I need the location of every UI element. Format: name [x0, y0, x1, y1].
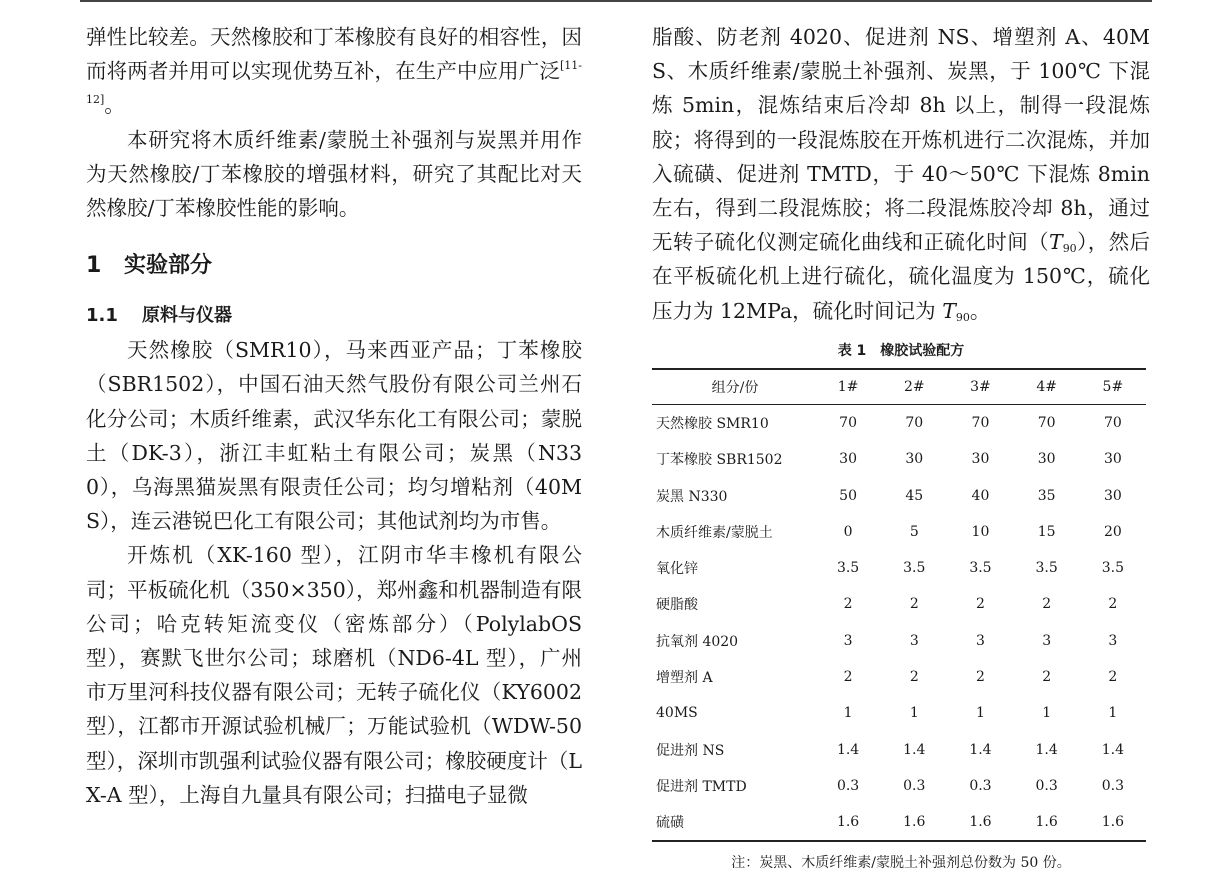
table-row	[652, 768, 1146, 804]
subsection-title: 原料与仪器	[142, 305, 232, 327]
table-cell: 2	[1042, 596, 1052, 613]
left-column	[86, 20, 582, 812]
table-cell: 3.5	[903, 560, 926, 577]
table-header-cell: 1#	[815, 369, 881, 405]
table-cell: 2	[1042, 669, 1052, 686]
table-row-label: 促进剂 TMTD	[656, 778, 747, 795]
table-cell: 1	[1108, 705, 1118, 722]
paragraph-text: 。	[104, 93, 125, 118]
table-row	[652, 477, 1146, 513]
table-header-cell: 5#	[1080, 369, 1146, 405]
top-rule	[80, 0, 1152, 2]
table-header-row	[652, 369, 1146, 405]
table-cell: 3.5	[836, 560, 860, 577]
table-cell: 3.5	[1035, 560, 1058, 577]
table-row	[652, 695, 1146, 731]
table-row-label: 硫磺	[652, 804, 815, 841]
table-cell: 0	[843, 523, 853, 540]
table-cell: 1	[976, 705, 985, 722]
table-row	[652, 550, 1146, 586]
math-symbol: T	[1049, 230, 1063, 255]
section-number: 1	[86, 253, 102, 279]
math-symbol: T	[942, 298, 956, 323]
table-row-label: 天然橡胶 SMR10	[656, 415, 769, 432]
table-cell: 3.5	[969, 560, 992, 577]
table-row-label: 氧化锌	[656, 561, 698, 578]
table-cell: 1.6	[947, 804, 1013, 841]
table-cell: 3	[909, 632, 919, 649]
table-cell: 1.4	[1035, 741, 1058, 758]
table-cell: 1.4	[1101, 741, 1124, 758]
table-row-label: 抗氧剂 4020	[656, 633, 739, 650]
paragraph-text: 弹性比较差。天然橡胶和丁苯橡胶有良好的相容性，因而将两者并用可以实现优势互补，在生产中应用广泛	[86, 25, 582, 84]
table-row	[652, 404, 1146, 441]
table-title: 表 1 橡胶试验配方	[837, 342, 965, 359]
table-row	[652, 732, 1146, 768]
table-header-cell: 4#	[1014, 369, 1080, 405]
table-cell: 70	[1037, 414, 1056, 431]
table-cell: 20	[1103, 523, 1122, 540]
table-cell: 70	[839, 414, 857, 431]
table-row	[652, 659, 1146, 695]
table-cell: 30	[1103, 451, 1122, 468]
citation-ref: [11-12]	[86, 59, 582, 107]
table-row-label: 硬脂酸	[656, 597, 698, 614]
table-cell: 2	[843, 669, 853, 686]
table-cell: 0.3	[969, 777, 992, 794]
table-header-cell: 3#	[947, 369, 1013, 405]
paragraph-procedure	[652, 20, 1150, 328]
table-row	[652, 586, 1146, 622]
paragraph-text: 脂酸、防老剂 4020、促进剂 NS、增塑剂 A、40MS、木质纤维素/蒙脱土补强剂、炭黑，于 100℃ 下混炼 5min，混炼结束后冷却 8h 以上，制得一段混炼胶；将得到的一段混炼胶在开炼机进行二次混炼，并加入硫磺、促进剂 TMTD，于 40～50℃ 下混炼 8min 左右，得到二段混炼胶；将二段混炼胶冷却 8h，通过无转子硫化仪测定硫化曲线和正硫化时间（	[652, 25, 1150, 255]
table-cell: 1.6	[881, 804, 947, 841]
table-cell: 70	[905, 414, 924, 431]
table-cell: 1.4	[903, 741, 926, 758]
subsection-number: 1.1	[86, 305, 118, 327]
table-cell: 2	[1108, 596, 1118, 613]
table-cell: 0.3	[836, 777, 860, 794]
table-cell: 3.5	[1101, 560, 1124, 577]
section-title: 实验部分	[124, 253, 213, 279]
paragraph-materials: 天然橡胶（SMR10），马来西亚产品；丁苯橡胶（SBR1502），中国石油天然气股份有限公司兰州石化分公司；木质纤维素，武汉华东化工有限公司；蒙脱土（DK-3），浙江丰虹粘土有限公司；炭黑（N330），乌海黑猫炭黑有限责任公司；均匀增粘剂（40MS），连云港锐巴化工有限公司；其他试剂均为市售。	[86, 338, 582, 534]
table-cell: 2	[976, 669, 985, 686]
table-cell: 1.6	[1080, 804, 1146, 841]
table-cell: 15	[1037, 523, 1056, 540]
table-row	[652, 623, 1146, 659]
table-cell: 2	[843, 596, 853, 613]
table-cell: 2	[1108, 669, 1118, 686]
math-subscript: 90	[1062, 242, 1077, 256]
paragraph-study-aim: 本研究将木质纤维素/蒙脱土补强剂与炭黑并用作为天然橡胶/丁苯橡胶的增强材料，研究了其配比对天然橡胶/丁苯橡胶性能的影响。	[86, 127, 582, 221]
table-cell: 2	[909, 669, 919, 686]
table-cell: 10	[971, 523, 990, 540]
recipe-table	[652, 368, 1146, 843]
paragraph-instruments: 开炼机（XK-160 型），江阴市华丰橡机有限公司；平板硫化机（350×350），郑州鑫和机器制造有限公司；哈克转矩流变仪（密炼部分）（PolylabOS 型），赛默飞世尔公司；球磨机（ND6-4L 型），广州市万里河科技仪器有限公司；无转子硫化仪（KY6002 型），江都市开源试验机械厂；万能试验机（WDW-50 型），深圳市凯强利试验仪器有限公司；橡胶硬度计（LX-A 型），上海自九量具有限公司；扫描电子显微	[86, 543, 582, 807]
right-column	[652, 20, 1150, 872]
table-cell: 3	[1042, 632, 1052, 649]
table-row-label: 丁苯橡胶 SBR1502	[656, 452, 783, 469]
subsection-heading	[86, 299, 582, 333]
table-row	[652, 514, 1146, 550]
table-cell: 30	[839, 451, 857, 468]
table-cell: 70	[971, 414, 990, 431]
table-cell: 3	[843, 632, 853, 649]
table-row	[652, 804, 1146, 841]
table-cell: 1.4	[836, 741, 860, 758]
table-cell: 1	[1042, 705, 1052, 722]
table-row	[652, 441, 1146, 477]
paragraph-text: 。	[969, 298, 991, 323]
table-cell: 30	[1037, 451, 1056, 468]
table-cell: 40	[971, 487, 990, 504]
table-cell: 0.3	[1035, 777, 1058, 794]
table-cell: 30	[971, 451, 990, 468]
table-cell: 1	[843, 705, 853, 722]
table-row-label: 炭黑 N330	[656, 488, 728, 505]
table-cell: 2	[909, 596, 919, 613]
table-cell: 30	[905, 451, 924, 468]
table-cell: 0.3	[1101, 777, 1124, 794]
table-cell: 1.6	[815, 804, 881, 841]
paragraph-intro-end	[86, 20, 582, 123]
table-cell: 3	[1108, 632, 1118, 649]
table-header-cell: 组分/份	[652, 369, 815, 405]
table-note: 注：炭黑、木质纤维素/蒙脱土补强剂总份数为 50 份。	[731, 855, 1071, 872]
table-header-cell: 2#	[881, 369, 947, 405]
table-cell: 50	[839, 487, 857, 504]
table-row-label: 促进剂 NS	[656, 742, 725, 759]
table-cell: 5	[909, 523, 919, 540]
table-cell: 2	[976, 596, 985, 613]
math-subscript: 90	[955, 310, 970, 324]
table-cell: 30	[1103, 487, 1122, 504]
table-row-label: 40MS	[656, 705, 698, 722]
table-cell: 45	[905, 487, 924, 504]
table-row-label: 木质纤维素/蒙脱土	[656, 524, 773, 541]
table-cell: 3	[976, 632, 985, 649]
table-cell: 70	[1103, 414, 1122, 431]
paragraph-text: ），然后在平板硫化机上进行硫化，硫化温度为 150℃，硫化压力为 12MPa，硫化时间记为	[652, 230, 1151, 323]
table-body	[652, 404, 1146, 841]
section-heading	[86, 251, 582, 281]
table-cell: 35	[1037, 487, 1056, 504]
table-row-label: 增塑剂 A	[656, 670, 713, 687]
table-cell: 1.6	[1014, 804, 1080, 841]
table-cell: 1.4	[969, 741, 992, 758]
table-cell: 1	[909, 705, 919, 722]
table-cell: 0.3	[903, 777, 926, 794]
